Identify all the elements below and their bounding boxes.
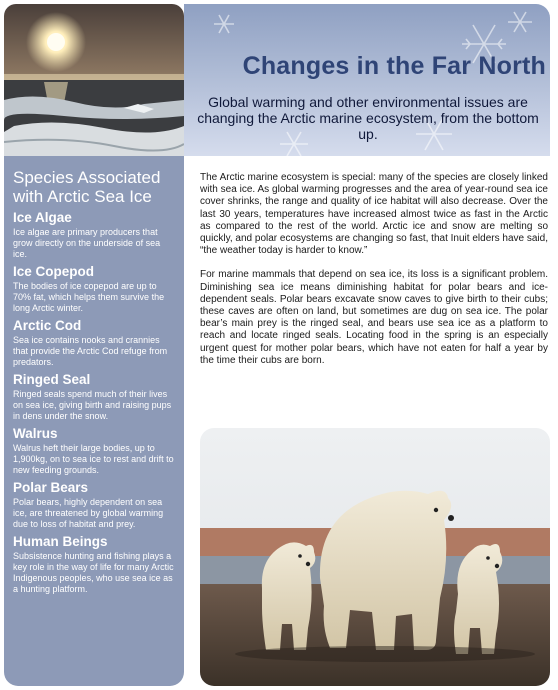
species-item-polar-bears <box>13 480 176 530</box>
species-name: Polar Bears <box>13 480 89 495</box>
species-item-ice-copepod <box>13 264 176 314</box>
species-description: Ice algae are primary producers that grow directly on the underside of sea ice. <box>13 227 161 259</box>
species-name: Ice Copepod <box>13 264 95 279</box>
species-name: Arctic Cod <box>13 318 82 333</box>
page-subtitle: Global warming and other environmental issues are changing the Arctic marine ecosystem, from the bottom up. <box>197 94 539 142</box>
article-paragraph: For marine mammals that depend on sea ice, its loss is a significant problem. Diminishing sea ice means diminishing habitat for polar bears and ice-dependent seals. Polar bears excavate snow caves to give birth to their cubs; these caves are often on land, but sometimes are dug on sea ice. The polar bear’s main prey is the ringed seal, and bears use sea ice as a platform to reach and locate ringed seals. Locating food in the spring is an especially urgent quest for mother polar bears, which have not eaten for half a year by the time their cubs are born. <box>200 269 548 366</box>
species-item-walrus <box>13 426 176 476</box>
species-name: Ringed Seal <box>13 372 91 387</box>
article-paragraph: The Arctic marine ecosystem is special: many of the species are closely linked with sea ice. As global warming progresses and the area of year-round sea ice cover shrinks, the range and quality of ice habitat will also decrease. Over the last 30 years, temperatures have increased almost twice as fast in the Arctic as compared to the rest of the world. Arctic ice and snow are melting so quickly, and polar ecosystems are changing so fast, that Inuit elders have said, “the weather today is harder to know.” <box>200 172 548 257</box>
page-title: Changes in the Far North <box>242 52 546 80</box>
species-description: Walrus heft their large bodies, up to 1,900kg, on to sea ice to rest and drift to new feeding grounds. <box>13 443 174 475</box>
header-banner <box>184 4 550 156</box>
species-name: Human Beings <box>13 534 108 549</box>
species-item-human-beings <box>13 534 176 595</box>
sunset-photo <box>4 4 184 156</box>
species-name: Walrus <box>13 426 58 441</box>
species-sidebar <box>4 156 184 686</box>
species-item-ice-algae <box>13 210 176 260</box>
species-description: Subsistence hunting and fishing plays a key role in the way of life for many Arctic Indigenous peoples, who use sea ice as a hunting platform. <box>13 551 174 594</box>
species-item-ringed-seal <box>13 372 176 422</box>
species-description: Ringed seals spend much of their lives on sea ice, giving birth and raising pups in dens under the snow. <box>13 389 172 421</box>
species-name: Ice Algae <box>13 210 72 225</box>
species-description: Sea ice contains nooks and crannies that provide the Arctic Cod refuge from predators. <box>13 335 168 367</box>
sidebar-title: Species Associated with Arctic Sea Ice <box>13 168 161 206</box>
species-description: The bodies of ice copepod are up to 70% fat, which helps them survive the long Arctic winter. <box>13 281 165 313</box>
species-item-arctic-cod <box>13 318 176 368</box>
article-body <box>200 172 548 379</box>
polar-bear-photo <box>200 428 550 686</box>
species-description: Polar bears, highly dependent on sea ice, are threatened by global warming due to loss of habitat and prey. <box>13 497 164 529</box>
